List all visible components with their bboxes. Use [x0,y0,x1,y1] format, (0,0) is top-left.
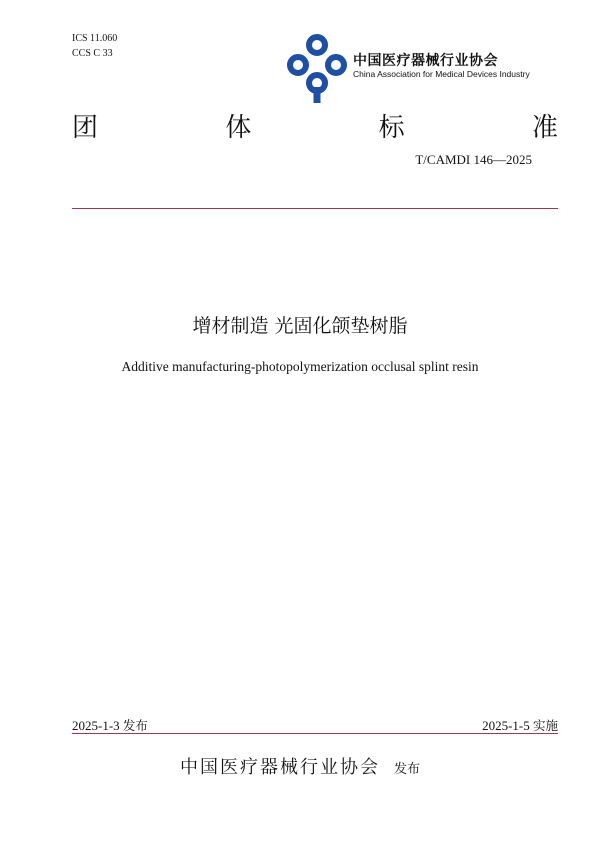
standard-type-char: 体 [225,113,252,143]
implement-date: 2025-1-5 [482,718,530,733]
standard-type [72,107,558,144]
publish-label: 发布 [122,718,148,733]
implement-label: 实施 [532,718,558,733]
footer-org: 中国医疗器械行业协会 [179,757,380,778]
standard-type-char: 准 [531,113,558,143]
footer-issue-label: 发布 [393,762,420,777]
title-en: Additive manufacturing-photopolymerization occlusal splint resin [121,359,479,374]
standard-type-char: 团 [72,113,99,143]
ics-code: ICS 11.060 [72,33,118,44]
standard-number: T/CAMDI 146—2025 [415,152,532,167]
issuer-footer [0,753,600,779]
implement-date-line [482,716,558,734]
org-name-cn: 中国医疗器械行业协会 [353,53,498,69]
bottom-divider [72,733,558,734]
top-divider [72,208,558,209]
standard-type-char: 标 [378,113,405,143]
org-name-en: China Association for Medical Devices Industry [353,69,530,79]
publish-date-line [72,716,148,734]
title-cn: 增材制造 光固化颌垫树脂 [192,315,408,337]
ccs-code: CCS C 33 [72,48,113,59]
publish-date: 2025-1-3 [72,718,120,733]
classification-codes [72,31,117,61]
association-knot-logo-icon [280,31,354,105]
